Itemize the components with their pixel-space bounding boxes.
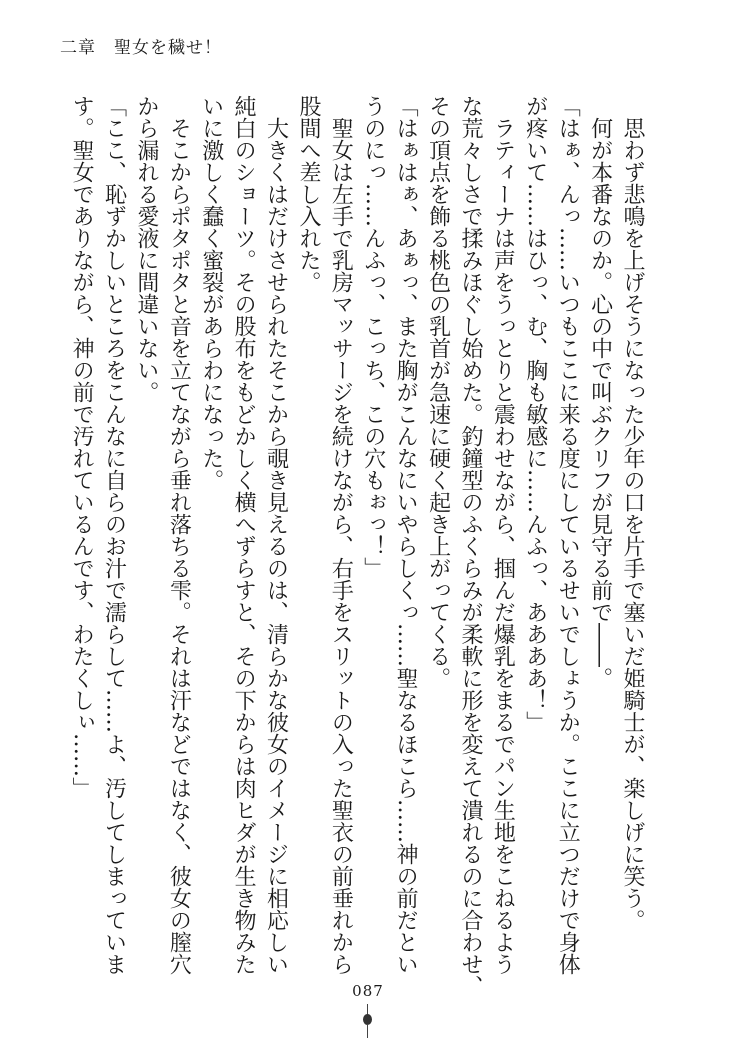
- text-line: いに激しく蠢く蜜裂があらわになった。: [198, 95, 224, 491]
- text-line: 思わず悲鳴を上げそうになった少年の口を片手で塞いだ姫騎士が、楽しげに笑う。: [620, 95, 645, 931]
- page-number: 087: [352, 982, 384, 1000]
- text-line: うのにっ……んふっ、こっち、この穴もぉっ！」: [360, 95, 386, 579]
- text-line: そこからポタポタと音を立てながら垂れ落ちる雫。それは汗などではなく、彼女の膣穴: [166, 95, 192, 975]
- text-line: す。聖女でありながら、神の前で汚れているんです、わたくしぃ……」: [69, 95, 95, 799]
- vertical-text-body: [65, 95, 648, 995]
- text-line: 「ここ、恥ずかしいところをこんなに自らのお汁で濡らして……よ、汚してしまっていま: [101, 95, 127, 975]
- text-line: 大きくはだけさせられたそこから覗き見えるのは、清らかな彼女のイメージに相応しい: [263, 95, 289, 975]
- text-line: 「はぁ、んっ……いつもここに来る度にしているせいでしょうか。ここに立つだけで身体: [555, 95, 581, 975]
- text-line: その頂点を飾る桃色の乳首が急速に硬く起き上がってくる。: [425, 95, 451, 689]
- text-line: な荒々しさで揉みほぐし始めた。釣鐘型のふくらみが柔軟に形を変えて潰れるのに合わせ、: [457, 95, 483, 997]
- text-line: 何が本番なのか。心の中で叫ぶクリフが見守る前で――。: [587, 95, 613, 689]
- text-line: 聖女は左手で乳房マッサージを続けながら、右手をスリットの入った聖衣の前垂れから: [328, 95, 354, 975]
- text-line: から漏れる愛液に間違いない。: [133, 95, 159, 403]
- text-line: が疼いて……はひっ、む、胸も敏感に……んふっ、ああああ！」: [522, 95, 548, 733]
- text-line: ラティーナは声をうっとりと震わせながら、掴んだ爆乳をまるでパン生地をこねるよう: [490, 95, 516, 975]
- text-line: 「はぁはぁ、あぁっ、また胸がこんなにいやらしくっ……聖なるほこら……神の前だとい: [393, 95, 419, 975]
- chapter-header: 二章 聖女を穢せ！: [60, 38, 222, 58]
- text-line: 純白のショーツ。その股布をもどかしく横へずらすと、その下からは肉ヒダが生き物みた: [231, 95, 257, 975]
- page-ornament-line: [367, 1024, 368, 1038]
- text-line: 股間へ差し入れた。: [295, 95, 321, 293]
